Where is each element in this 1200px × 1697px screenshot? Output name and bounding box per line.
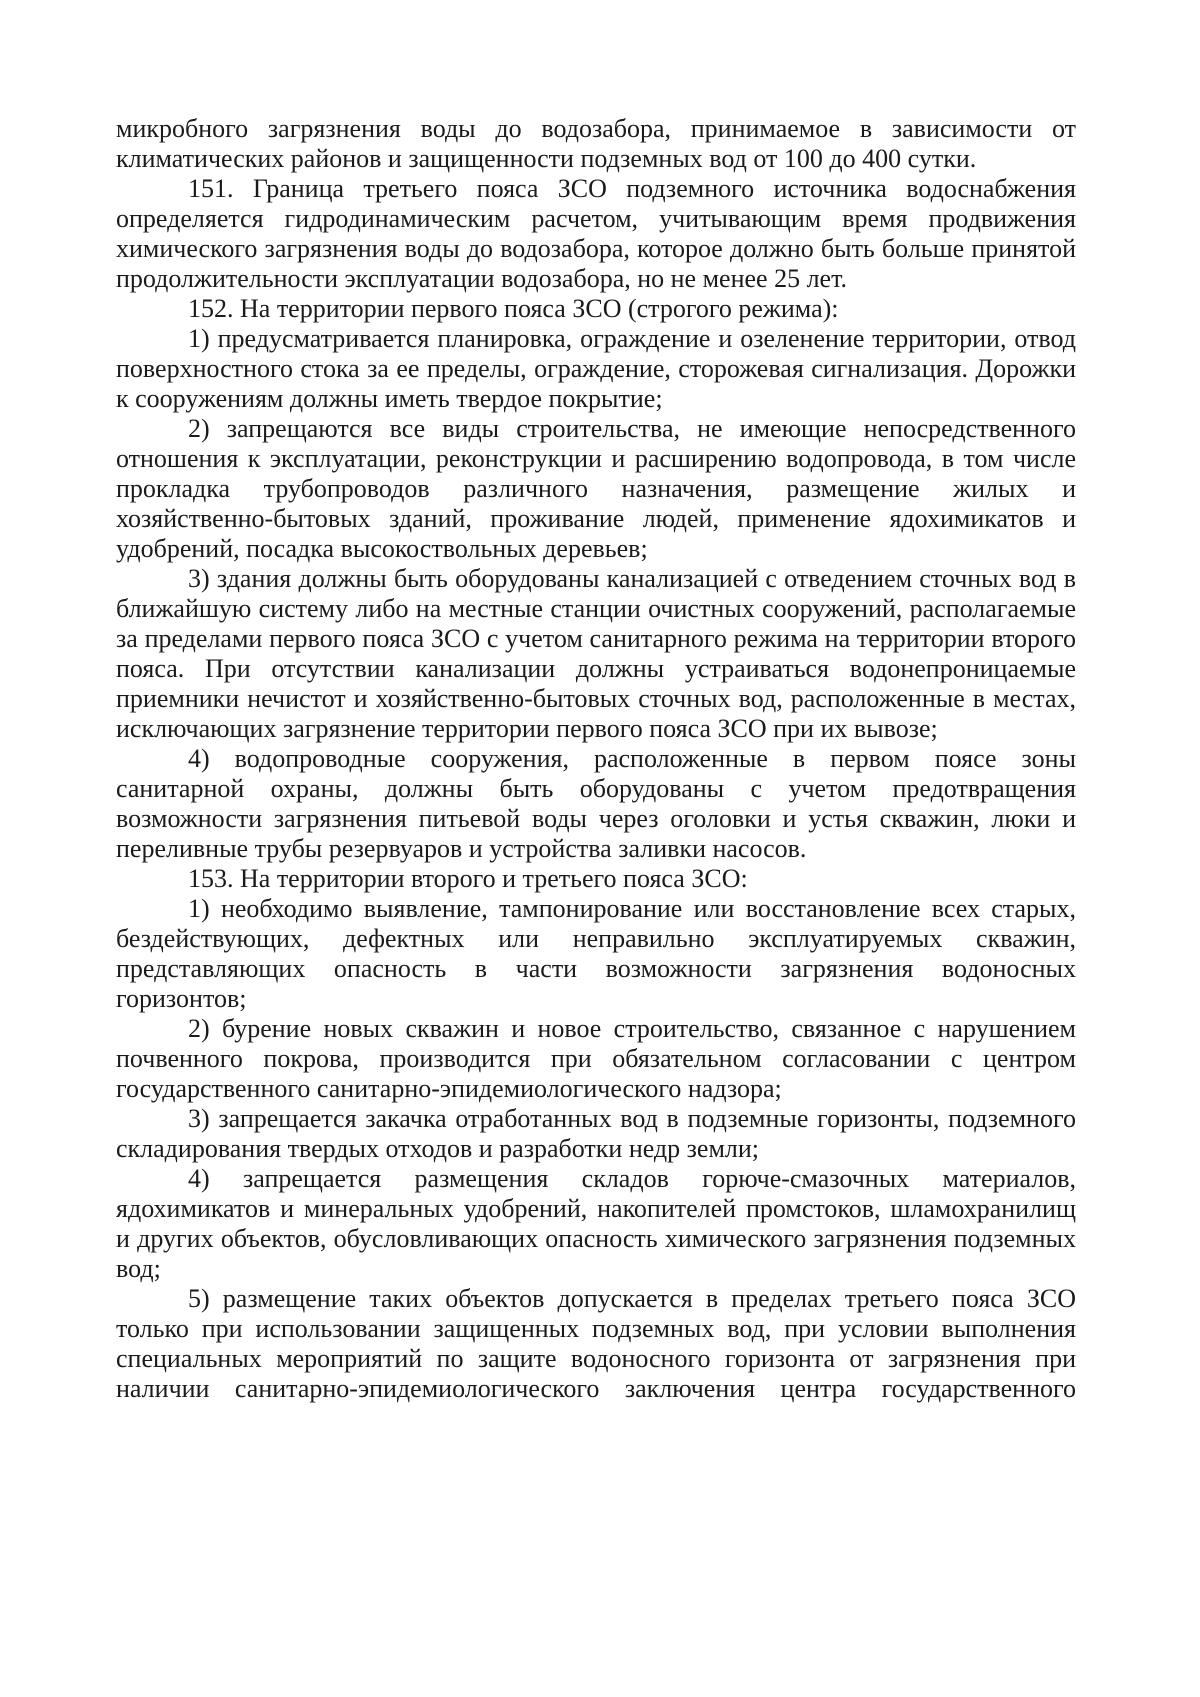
paragraph-153-item-5: 5) размещение таких объектов допускается в пределах третьего пояса ЗСО только при использовании защищенных подземных вод, при условии выполнения специальных мероприятий по защите водоносного горизонта от загрязнения при наличии санитарно-эпидемиологического заключения центра государственного <box>116 1284 1076 1403</box>
paragraph-continuation: микробного загрязнения воды до водозабора, принимаемое в зависимости от климатических районов и защищенности подземных вод от 100 до 400 сутки. <box>116 114 1076 173</box>
paragraph-152-item-4: 4) водопроводные сооружения, расположенные в первом поясе зоны санитарной охраны, должны быть оборудованы с учетом предотвращения возможности загрязнения питьевой воды через оголовки и устья скважин, люки и переливные трубы резервуаров и устройства заливки насосов. <box>116 744 1076 863</box>
paragraph-151: 151. Граница третьего пояса ЗСО подземного источника водоснабжения определяется гидродинамическим расчетом, учитывающим время продвижения химического загрязнения воды до водозабора, которое должно быть больше принятой продолжительности эксплуатации водозабора, но не менее 25 лет. <box>116 174 1076 293</box>
paragraph-152: 152. На территории первого пояса ЗСО (строгого режима): <box>188 294 839 323</box>
paragraph-153-item-4: 4) запрещается размещения складов горюче-смазочных материалов, ядохимикатов и минеральных удобрений, накопителей промстоков, шламохранилищ и других объектов, обусловливающих опасность химического загрязнения подземных вод; <box>116 1164 1076 1283</box>
paragraph-152-item-2: 2) запрещаются все виды строительства, не имеющие непосредственного отношения к эксплуатации, реконструкции и расширению водопровода, в том числе прокладка трубопроводов различного назначения, размещение жилых и хозяйственно-бытовых зданий, проживание людей, применение ядохимикатов и удобрений, посадка высокоствольных деревьев; <box>116 414 1076 563</box>
paragraph-153-item-3: 3) запрещается закачка отработанных вод в подземные горизонты, подземного складирования твердых отходов и разработки недр земли; <box>116 1104 1076 1163</box>
paragraph-153: 153. На территории второго и третьего пояса ЗСО: <box>188 864 748 893</box>
paragraph-153-item-1: 1) необходимо выявление, тампонирование или восстановление всех старых, бездействующих, дефектных или неправильно эксплуатируемых скважин, представляющих опасность в части возможности загрязнения водоносных горизонтов; <box>116 894 1076 1013</box>
paragraph-152-item-1: 1) предусматривается планировка, ограждение и озеленение территории, отвод поверхностного стока за ее пределы, ограждение, сторожевая сигнализация. Дорожки к сооружениям должны иметь твердое покрытие; <box>116 324 1076 413</box>
paragraph-152-item-3: 3) здания должны быть оборудованы канализацией с отведением сточных вод в ближайшую систему либо на местные станции очистных сооружений, располагаемые за пределами первого пояса ЗСО с учетом санитарного режима на территории второго пояса. При отсутствии канализации должны устраиваться водонепроницаемые приемники нечистот и хозяйственно-бытовых сточных вод, расположенные в местах, исключающих загрязнение территории первого пояса ЗСО при их вывозе; <box>116 564 1076 743</box>
document-page <box>116 114 1076 1404</box>
paragraph-153-item-2: 2) бурение новых скважин и новое строительство, связанное с нарушением почвенного покрова, производится при обязательном согласовании с центром государственного санитарно-эпидемиологического надзора; <box>116 1014 1076 1103</box>
